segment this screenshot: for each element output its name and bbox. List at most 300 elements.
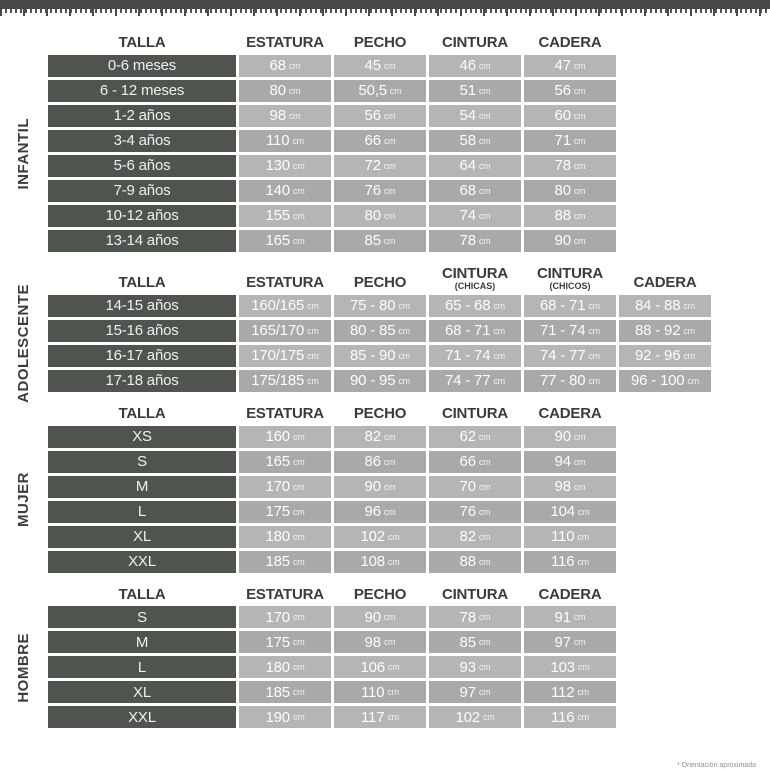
value-cell bbox=[524, 320, 616, 342]
value-cell bbox=[239, 370, 331, 392]
value-number: 74 - 77 bbox=[445, 372, 491, 390]
unit-label: cm bbox=[478, 235, 491, 246]
table-row bbox=[48, 426, 770, 448]
value-number: 46 bbox=[459, 57, 476, 75]
value-cell bbox=[524, 681, 616, 703]
table-row bbox=[48, 345, 770, 367]
value-number: 80 - 85 bbox=[350, 322, 396, 340]
value-number: 97 bbox=[459, 683, 476, 701]
header-row-infantil bbox=[48, 30, 770, 55]
value-cell bbox=[334, 320, 426, 342]
value-number: 97 bbox=[554, 633, 571, 651]
column-header bbox=[524, 35, 616, 51]
value-number: 165 bbox=[265, 453, 290, 471]
table-row bbox=[48, 55, 770, 77]
ruler-major-ticks bbox=[0, 9, 770, 16]
column-header-label: CADERA bbox=[538, 34, 602, 51]
value-cell bbox=[239, 105, 331, 127]
unit-label: cm bbox=[288, 60, 301, 71]
value-cell bbox=[429, 426, 521, 448]
value-number: 180 bbox=[265, 528, 290, 546]
value-number: 71 bbox=[554, 132, 571, 150]
unit-label: cm bbox=[398, 300, 410, 311]
unit-label: cm bbox=[478, 60, 491, 71]
value-number: 116 bbox=[551, 708, 575, 726]
unit-label: cm bbox=[588, 325, 600, 336]
table-row bbox=[48, 230, 770, 252]
value-cell bbox=[524, 501, 616, 523]
value-cell bbox=[239, 80, 331, 102]
value-number: 106 bbox=[360, 658, 385, 676]
value-cell bbox=[524, 205, 616, 227]
column-header-label: ESTATURA bbox=[246, 404, 324, 422]
value-cell bbox=[524, 451, 616, 473]
unit-label: cm bbox=[288, 110, 301, 121]
talla-cell: XL bbox=[48, 681, 236, 703]
table-row bbox=[48, 706, 770, 728]
value-cell bbox=[619, 320, 711, 342]
unit-label: cm bbox=[573, 60, 586, 71]
value-number: 98 bbox=[554, 478, 571, 496]
talla-cell: XS bbox=[48, 426, 236, 448]
unit-label: cm bbox=[478, 662, 491, 673]
value-cell bbox=[429, 451, 521, 473]
section-label-text: MUJER bbox=[14, 471, 32, 527]
unit-label: cm bbox=[573, 431, 586, 442]
value-number: 140 bbox=[265, 182, 290, 200]
value-cell bbox=[524, 80, 616, 102]
column-header bbox=[48, 587, 236, 603]
header-row-hombre bbox=[48, 582, 770, 607]
value-cell bbox=[429, 55, 521, 77]
unit-label: cm bbox=[292, 556, 305, 567]
value-number: 85 bbox=[364, 232, 381, 250]
section-label-infantil bbox=[0, 55, 46, 252]
talla-cell: M bbox=[48, 631, 236, 653]
value-cell bbox=[429, 80, 521, 102]
talla-cell: XXL bbox=[48, 551, 236, 573]
section-label-adolescente bbox=[0, 284, 46, 403]
column-header-label: ESTATURA bbox=[246, 34, 324, 51]
column-header-label: TALLA bbox=[118, 404, 166, 422]
unit-label: cm bbox=[292, 506, 305, 517]
value-cell bbox=[239, 706, 331, 728]
value-cell bbox=[334, 205, 426, 227]
unit-label: cm bbox=[577, 556, 589, 567]
value-cell bbox=[524, 706, 616, 728]
talla-cell: S bbox=[48, 451, 236, 473]
value-number: 50,5 bbox=[358, 82, 387, 100]
unit-label: cm bbox=[292, 235, 305, 246]
talla-cell: XL bbox=[48, 526, 236, 548]
section-hombre bbox=[14, 582, 770, 729]
value-number: 78 bbox=[459, 232, 476, 250]
column-header bbox=[524, 406, 616, 422]
value-number: 80 bbox=[554, 182, 571, 200]
column-header-label: CADERA bbox=[538, 585, 602, 603]
value-cell bbox=[334, 631, 426, 653]
table-row bbox=[48, 180, 770, 202]
value-number: 66 bbox=[459, 453, 476, 471]
unit-label: cm bbox=[493, 350, 505, 361]
value-cell bbox=[524, 631, 616, 653]
value-cell bbox=[429, 105, 521, 127]
value-cell bbox=[334, 476, 426, 498]
table-row bbox=[48, 295, 770, 317]
value-number: 51 bbox=[459, 82, 476, 100]
value-cell bbox=[429, 320, 521, 342]
value-number: 80 bbox=[364, 207, 381, 225]
value-cell bbox=[239, 681, 331, 703]
unit-label: cm bbox=[573, 612, 586, 623]
column-header bbox=[429, 406, 521, 422]
value-number: 86 bbox=[364, 453, 381, 471]
unit-label: cm bbox=[573, 160, 586, 171]
unit-label: cm bbox=[383, 481, 396, 492]
unit-label: cm bbox=[383, 431, 396, 442]
unit-label: cm bbox=[573, 456, 586, 467]
value-number: 190 bbox=[265, 708, 290, 726]
header-row-mujer bbox=[48, 401, 770, 426]
value-cell bbox=[239, 501, 331, 523]
value-cell bbox=[334, 155, 426, 177]
unit-label: cm bbox=[292, 431, 305, 442]
column-subheader-label: (CHICOS) bbox=[549, 280, 591, 291]
unit-label: cm bbox=[577, 506, 590, 517]
unit-label: cm bbox=[577, 687, 589, 698]
value-number: 170 bbox=[265, 478, 290, 496]
value-number: 66 bbox=[364, 132, 381, 150]
unit-label: cm bbox=[478, 481, 491, 492]
talla-cell: L bbox=[48, 656, 236, 678]
unit-label: cm bbox=[292, 687, 305, 698]
talla-cell: 6 - 12 meses bbox=[48, 80, 236, 102]
column-header-label: PECHO bbox=[353, 585, 407, 603]
value-cell bbox=[334, 706, 426, 728]
value-number: 47 bbox=[554, 57, 571, 75]
value-cell bbox=[334, 656, 426, 678]
value-number: 175/185 bbox=[251, 372, 305, 390]
value-number: 165 bbox=[265, 232, 290, 250]
unit-label: cm bbox=[292, 185, 305, 196]
value-cell bbox=[334, 80, 426, 102]
column-header-label: PECHO bbox=[353, 404, 407, 422]
talla-cell: 5-6 años bbox=[48, 155, 236, 177]
column-header bbox=[429, 587, 521, 603]
unit-label: cm bbox=[292, 662, 305, 673]
section-adolescente bbox=[14, 261, 770, 403]
column-header-label: PECHO bbox=[353, 34, 407, 51]
value-cell bbox=[239, 451, 331, 473]
unit-label: cm bbox=[383, 235, 396, 246]
value-cell bbox=[524, 606, 616, 628]
value-cell bbox=[239, 230, 331, 252]
unit-label: cm bbox=[383, 612, 396, 623]
section-mujer bbox=[14, 401, 770, 573]
column-header bbox=[429, 35, 521, 51]
unit-label: cm bbox=[383, 135, 396, 146]
unit-label: cm bbox=[478, 210, 491, 221]
column-header bbox=[334, 587, 426, 603]
value-cell bbox=[429, 606, 521, 628]
unit-label: cm bbox=[493, 325, 505, 336]
value-number: 77 - 80 bbox=[540, 372, 586, 390]
value-cell bbox=[334, 55, 426, 77]
value-cell bbox=[429, 656, 521, 678]
value-number: 85 - 90 bbox=[350, 347, 396, 365]
value-number: 112 bbox=[551, 683, 575, 701]
value-number: 93 bbox=[459, 658, 476, 676]
value-number: 71 - 74 bbox=[445, 347, 491, 365]
unit-label: cm bbox=[478, 637, 491, 648]
column-header bbox=[48, 275, 236, 291]
unit-label: cm bbox=[307, 325, 319, 336]
value-number: 54 bbox=[459, 107, 476, 125]
value-number: 102 bbox=[360, 528, 385, 546]
value-cell bbox=[334, 426, 426, 448]
value-number: 90 bbox=[364, 478, 381, 496]
talla-cell: 15-16 años bbox=[48, 320, 236, 342]
header-row-adolescente bbox=[48, 261, 770, 295]
table-row bbox=[48, 551, 770, 573]
value-number: 90 - 95 bbox=[350, 372, 396, 390]
value-cell bbox=[334, 681, 426, 703]
table-row bbox=[48, 681, 770, 703]
value-number: 103 bbox=[550, 658, 575, 676]
unit-label: cm bbox=[478, 687, 491, 698]
column-header bbox=[239, 35, 331, 51]
section-label-text: INFANTIL bbox=[14, 117, 32, 189]
value-cell bbox=[334, 345, 426, 367]
value-number: 78 bbox=[554, 157, 571, 175]
footnote: * Orientación aproximada bbox=[677, 762, 756, 769]
table-row bbox=[48, 526, 770, 548]
unit-label: cm bbox=[389, 85, 402, 96]
section-rows-hombre bbox=[14, 606, 770, 728]
talla-cell: 0-6 meses bbox=[48, 55, 236, 77]
table-row bbox=[48, 631, 770, 653]
value-cell bbox=[429, 130, 521, 152]
value-cell bbox=[239, 155, 331, 177]
value-number: 56 bbox=[554, 82, 571, 100]
value-cell bbox=[334, 606, 426, 628]
talla-cell: 13-14 años bbox=[48, 230, 236, 252]
value-number: 90 bbox=[364, 608, 381, 626]
column-header-label: TALLA bbox=[118, 585, 166, 603]
value-number: 160 bbox=[265, 428, 290, 446]
value-number: 71 - 74 bbox=[540, 322, 586, 340]
value-cell bbox=[619, 295, 711, 317]
value-cell bbox=[334, 295, 426, 317]
value-cell bbox=[524, 105, 616, 127]
talla-cell: 10-12 años bbox=[48, 205, 236, 227]
value-number: 62 bbox=[459, 428, 476, 446]
value-number: 170/175 bbox=[251, 347, 305, 365]
unit-label: cm bbox=[288, 85, 301, 96]
unit-label: cm bbox=[383, 185, 396, 196]
value-cell bbox=[429, 706, 521, 728]
value-number: 80 bbox=[269, 82, 286, 100]
talla-cell: 1-2 años bbox=[48, 105, 236, 127]
talla-cell: 3-4 años bbox=[48, 130, 236, 152]
value-cell bbox=[524, 526, 616, 548]
value-number: 84 - 88 bbox=[635, 297, 681, 315]
unit-label: cm bbox=[573, 481, 586, 492]
section-label-text: HOMBRE bbox=[14, 632, 32, 703]
value-cell bbox=[524, 426, 616, 448]
value-number: 110 bbox=[266, 132, 290, 150]
value-cell bbox=[524, 370, 616, 392]
column-header bbox=[524, 266, 616, 291]
value-cell bbox=[524, 476, 616, 498]
unit-label: cm bbox=[683, 325, 695, 336]
unit-label: cm bbox=[383, 506, 396, 517]
column-header-label: CINTURA bbox=[441, 34, 509, 51]
value-number: 74 - 77 bbox=[540, 347, 586, 365]
column-header-label: CINTURA bbox=[536, 264, 604, 282]
unit-label: cm bbox=[588, 350, 600, 361]
unit-label: cm bbox=[292, 456, 305, 467]
unit-label: cm bbox=[478, 110, 491, 121]
value-cell bbox=[334, 551, 426, 573]
unit-label: cm bbox=[398, 325, 410, 336]
value-number: 104 bbox=[550, 503, 575, 521]
value-cell bbox=[429, 370, 521, 392]
unit-label: cm bbox=[588, 375, 600, 386]
table-row bbox=[48, 320, 770, 342]
unit-label: cm bbox=[573, 637, 586, 648]
section-infantil bbox=[14, 30, 770, 252]
column-header bbox=[524, 587, 616, 603]
value-number: 76 bbox=[459, 503, 476, 521]
value-number: 68 - 71 bbox=[445, 322, 491, 340]
talla-cell: 14-15 años bbox=[48, 295, 236, 317]
value-number: 98 bbox=[269, 107, 286, 125]
value-number: 64 bbox=[459, 157, 476, 175]
unit-label: cm bbox=[478, 612, 491, 623]
table-row bbox=[48, 205, 770, 227]
value-number: 56 bbox=[364, 107, 381, 125]
value-number: 78 bbox=[459, 608, 476, 626]
unit-label: cm bbox=[573, 210, 586, 221]
value-number: 68 bbox=[269, 57, 286, 75]
value-number: 130 bbox=[265, 157, 290, 175]
value-cell bbox=[239, 426, 331, 448]
value-number: 98 bbox=[364, 633, 381, 651]
talla-cell: 7-9 años bbox=[48, 180, 236, 202]
unit-label: cm bbox=[398, 375, 410, 386]
unit-label: cm bbox=[307, 375, 319, 386]
table-row bbox=[48, 155, 770, 177]
unit-label: cm bbox=[573, 85, 586, 96]
table-row bbox=[48, 370, 770, 392]
table-row bbox=[48, 105, 770, 127]
column-header bbox=[619, 275, 711, 291]
unit-label: cm bbox=[398, 350, 410, 361]
value-cell bbox=[334, 501, 426, 523]
value-cell bbox=[239, 656, 331, 678]
unit-label: cm bbox=[383, 160, 396, 171]
unit-label: cm bbox=[478, 135, 491, 146]
unit-label: cm bbox=[478, 185, 491, 196]
value-number: 110 bbox=[551, 528, 575, 546]
unit-label: cm bbox=[292, 135, 304, 146]
unit-label: cm bbox=[577, 712, 589, 723]
unit-label: cm bbox=[383, 210, 396, 221]
table-row bbox=[48, 80, 770, 102]
unit-label: cm bbox=[292, 210, 305, 221]
unit-label: cm bbox=[383, 60, 396, 71]
ruler-band bbox=[0, 0, 770, 9]
column-header bbox=[334, 406, 426, 422]
unit-label: cm bbox=[478, 531, 491, 542]
column-header-label: CINTURA bbox=[441, 404, 509, 422]
value-cell bbox=[239, 476, 331, 498]
value-cell bbox=[429, 295, 521, 317]
talla-cell: XXL bbox=[48, 706, 236, 728]
column-header bbox=[429, 266, 521, 291]
unit-label: cm bbox=[387, 712, 399, 723]
unit-label: cm bbox=[577, 531, 589, 542]
value-number: 175 bbox=[265, 503, 290, 521]
unit-label: cm bbox=[588, 300, 600, 311]
value-cell bbox=[429, 155, 521, 177]
ruler-strip bbox=[0, 0, 770, 18]
unit-label: cm bbox=[493, 375, 505, 386]
column-header bbox=[48, 35, 236, 51]
section-label-text: ADOLESCENTE bbox=[14, 284, 32, 403]
unit-label: cm bbox=[383, 456, 396, 467]
value-cell bbox=[334, 180, 426, 202]
value-number: 82 bbox=[459, 528, 476, 546]
section-label-hombre bbox=[0, 606, 46, 728]
unit-label: cm bbox=[292, 481, 305, 492]
column-header-label: CADERA bbox=[633, 274, 697, 292]
value-cell bbox=[524, 55, 616, 77]
value-cell bbox=[429, 345, 521, 367]
value-cell bbox=[619, 370, 711, 392]
value-number: 45 bbox=[364, 57, 381, 75]
value-number: 160/165 bbox=[251, 297, 305, 315]
value-cell bbox=[429, 551, 521, 573]
unit-label: cm bbox=[292, 712, 305, 723]
value-cell bbox=[524, 155, 616, 177]
value-cell bbox=[239, 606, 331, 628]
unit-label: cm bbox=[387, 662, 400, 673]
value-number: 96 bbox=[364, 503, 381, 521]
value-cell bbox=[239, 180, 331, 202]
unit-label: cm bbox=[307, 300, 319, 311]
value-cell bbox=[429, 476, 521, 498]
value-number: 116 bbox=[551, 553, 575, 571]
unit-label: cm bbox=[687, 375, 700, 386]
value-number: 75 - 80 bbox=[350, 297, 396, 315]
value-number: 88 - 92 bbox=[635, 322, 681, 340]
value-cell bbox=[334, 451, 426, 473]
column-header bbox=[239, 587, 331, 603]
value-number: 165/170 bbox=[251, 322, 305, 340]
unit-label: cm bbox=[383, 110, 396, 121]
value-number: 117 bbox=[361, 708, 385, 726]
unit-label: cm bbox=[573, 235, 586, 246]
column-header-label: TALLA bbox=[118, 34, 166, 51]
section-rows-infantil bbox=[14, 55, 770, 252]
unit-label: cm bbox=[387, 531, 400, 542]
column-header-label: ESTATURA bbox=[246, 585, 324, 603]
value-number: 185 bbox=[265, 553, 290, 571]
value-number: 185 bbox=[265, 683, 290, 701]
value-number: 60 bbox=[554, 107, 571, 125]
